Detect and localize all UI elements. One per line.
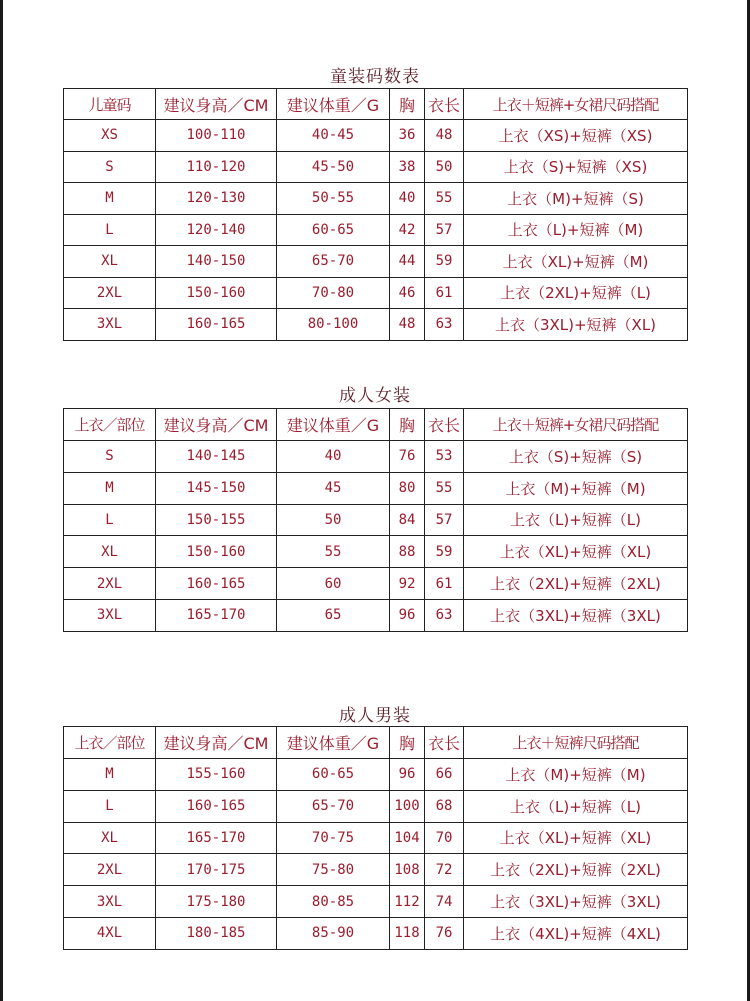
cell-length: 59 [425, 246, 464, 278]
cell-suggested-height: 175-180 [156, 886, 277, 918]
men-size-chart-title: 成人男装 [339, 706, 411, 726]
cell-suggested-weight: 60-65 [277, 214, 390, 246]
header-outfit-combo: 上衣＋短裤+女裙尺码搭配 [464, 409, 688, 441]
table-row [64, 214, 688, 246]
table-row [64, 246, 688, 278]
women-size-table [63, 408, 688, 632]
cell-outfit-combo: 上衣（M)+短裤（S) [464, 183, 688, 215]
cell-size-code: 2XL [64, 277, 156, 309]
cell-length: 63 [425, 599, 464, 631]
cell-size-code: L [64, 214, 156, 246]
cell-outfit-combo: 上衣（XS)+短裤（XS) [464, 120, 688, 152]
cell-chest: 92 [390, 568, 425, 600]
cell-suggested-weight: 85-90 [277, 917, 390, 949]
cell-chest: 40 [390, 183, 425, 215]
kids-size-table [63, 88, 688, 341]
cell-outfit-combo: 上衣（3XL)+短裤（XL) [464, 309, 688, 341]
cell-suggested-height: 120-130 [156, 183, 277, 215]
header-outfit-combo: 上衣＋短裤尺码搭配 [464, 727, 688, 759]
cell-chest: 48 [390, 309, 425, 341]
cell-outfit-combo: 上衣（XL)+短裤（XL) [464, 536, 688, 568]
cell-outfit-combo: 上衣（L)+短裤（M) [464, 214, 688, 246]
header-outfit-combo: 上衣＋短裤+女裙尺码搭配 [464, 89, 688, 120]
cell-length: 61 [425, 568, 464, 600]
header-chest: 胸 [390, 727, 425, 759]
cell-outfit-combo: 上衣（XL)+短裤（XL) [464, 822, 688, 854]
cell-chest: 44 [390, 246, 425, 278]
cell-suggested-weight: 40 [277, 441, 390, 473]
table-row [64, 854, 688, 886]
cell-chest: 96 [390, 759, 425, 791]
cell-outfit-combo: 上衣（S)+短裤（XS) [464, 151, 688, 183]
cell-outfit-combo: 上衣（XL)+短裤（M) [464, 246, 688, 278]
cell-length: 74 [425, 886, 464, 918]
cell-length: 76 [425, 917, 464, 949]
table-row [64, 277, 688, 309]
cell-suggested-weight: 50 [277, 504, 390, 536]
table-row [64, 599, 688, 631]
cell-length: 66 [425, 759, 464, 791]
cell-suggested-height: 140-145 [156, 441, 277, 473]
cell-size-code: 3XL [64, 886, 156, 918]
left-border [0, 0, 3, 1001]
cell-suggested-weight: 65 [277, 599, 390, 631]
cell-chest: 42 [390, 214, 425, 246]
cell-outfit-combo: 上衣（L)+短裤（L) [464, 790, 688, 822]
cell-size-code: S [64, 441, 156, 473]
table-row [64, 536, 688, 568]
cell-suggested-height: 165-170 [156, 599, 277, 631]
header-size-code: 儿童码 [64, 89, 156, 120]
cell-outfit-combo: 上衣（2XL)+短裤（2XL) [464, 568, 688, 600]
cell-outfit-combo: 上衣（M)+短裤（M) [464, 472, 688, 504]
cell-size-code: 3XL [64, 599, 156, 631]
cell-size-code: S [64, 151, 156, 183]
cell-suggested-weight: 70-75 [277, 822, 390, 854]
cell-outfit-combo: 上衣（S)+短裤（S) [464, 441, 688, 473]
cell-length: 61 [425, 277, 464, 309]
cell-suggested-weight: 45 [277, 472, 390, 504]
cell-size-code: XL [64, 246, 156, 278]
cell-length: 57 [425, 504, 464, 536]
cell-length: 50 [425, 151, 464, 183]
cell-suggested-height: 110-120 [156, 151, 277, 183]
cell-suggested-height: 160-165 [156, 309, 277, 341]
women-size-chart-title: 成人女装 [339, 386, 411, 406]
table-row [64, 790, 688, 822]
cell-suggested-weight: 60-65 [277, 759, 390, 791]
header-suggested-weight: 建议体重／G [277, 89, 390, 120]
header-size-code: 上衣／部位 [64, 727, 156, 759]
cell-suggested-weight: 45-50 [277, 151, 390, 183]
table-row [64, 183, 688, 215]
cell-size-code: M [64, 759, 156, 791]
cell-chest: 36 [390, 120, 425, 152]
cell-length: 55 [425, 472, 464, 504]
cell-size-code: L [64, 790, 156, 822]
cell-size-code: L [64, 504, 156, 536]
cell-size-code: XL [64, 822, 156, 854]
cell-length: 53 [425, 441, 464, 473]
cell-size-code: 2XL [64, 854, 156, 886]
table-row [64, 504, 688, 536]
table-row [64, 441, 688, 473]
cell-length: 48 [425, 120, 464, 152]
cell-suggested-height: 150-155 [156, 504, 277, 536]
table-row [64, 822, 688, 854]
cell-chest: 80 [390, 472, 425, 504]
table-row [64, 917, 688, 949]
table-row [64, 472, 688, 504]
cell-length: 68 [425, 790, 464, 822]
cell-suggested-height: 100-110 [156, 120, 277, 152]
table-row [64, 151, 688, 183]
cell-suggested-height: 180-185 [156, 917, 277, 949]
cell-suggested-height: 150-160 [156, 536, 277, 568]
cell-suggested-weight: 70-80 [277, 277, 390, 309]
table-row [64, 886, 688, 918]
men-size-table [63, 726, 688, 950]
cell-size-code: 3XL [64, 309, 156, 341]
cell-chest: 76 [390, 441, 425, 473]
cell-outfit-combo: 上衣（L)+短裤（L) [464, 504, 688, 536]
header-suggested-height: 建议身高／CM [156, 727, 277, 759]
cell-suggested-weight: 80-100 [277, 309, 390, 341]
cell-suggested-height: 170-175 [156, 854, 277, 886]
table-row [64, 568, 688, 600]
header-row [64, 727, 688, 759]
cell-suggested-weight: 40-45 [277, 120, 390, 152]
cell-chest: 118 [390, 917, 425, 949]
header-length: 衣长 [425, 727, 464, 759]
cell-suggested-weight: 75-80 [277, 854, 390, 886]
cell-length: 72 [425, 854, 464, 886]
table-row [64, 120, 688, 152]
cell-length: 59 [425, 536, 464, 568]
cell-length: 63 [425, 309, 464, 341]
header-suggested-height: 建议身高／CM [156, 89, 277, 120]
cell-suggested-weight: 65-70 [277, 246, 390, 278]
table-row [64, 759, 688, 791]
cell-chest: 96 [390, 599, 425, 631]
cell-suggested-height: 140-150 [156, 246, 277, 278]
cell-chest: 104 [390, 822, 425, 854]
cell-size-code: XS [64, 120, 156, 152]
table-row [64, 309, 688, 341]
header-size-code: 上衣／部位 [64, 409, 156, 441]
cell-outfit-combo: 上衣（2XL)+短裤（L) [464, 277, 688, 309]
header-chest: 胸 [390, 409, 425, 441]
cell-suggested-weight: 50-55 [277, 183, 390, 215]
cell-chest: 38 [390, 151, 425, 183]
cell-suggested-height: 145-150 [156, 472, 277, 504]
cell-length: 57 [425, 214, 464, 246]
cell-size-code: M [64, 183, 156, 215]
header-chest: 胸 [390, 89, 425, 120]
cell-suggested-weight: 80-85 [277, 886, 390, 918]
cell-outfit-combo: 上衣（3XL)+短裤（3XL) [464, 599, 688, 631]
cell-size-code: 2XL [64, 568, 156, 600]
header-length: 衣长 [425, 89, 464, 120]
cell-outfit-combo: 上衣（2XL)+短裤（2XL) [464, 854, 688, 886]
header-row [64, 89, 688, 120]
cell-suggested-weight: 60 [277, 568, 390, 600]
cell-suggested-height: 160-165 [156, 790, 277, 822]
header-suggested-weight: 建议体重／G [277, 409, 390, 441]
header-suggested-weight: 建议体重／G [277, 727, 390, 759]
cell-outfit-combo: 上衣（M)+短裤（M) [464, 759, 688, 791]
cell-suggested-height: 165-170 [156, 822, 277, 854]
cell-suggested-weight: 55 [277, 536, 390, 568]
cell-chest: 46 [390, 277, 425, 309]
cell-chest: 108 [390, 854, 425, 886]
cell-length: 70 [425, 822, 464, 854]
cell-outfit-combo: 上衣（4XL)+短裤（4XL) [464, 917, 688, 949]
cell-suggested-height: 160-165 [156, 568, 277, 600]
cell-chest: 84 [390, 504, 425, 536]
header-length: 衣长 [425, 409, 464, 441]
cell-suggested-height: 120-140 [156, 214, 277, 246]
header-row [64, 409, 688, 441]
cell-outfit-combo: 上衣（3XL)+短裤（3XL) [464, 886, 688, 918]
kids-size-chart-title: 童装码数表 [330, 67, 420, 87]
cell-length: 55 [425, 183, 464, 215]
cell-suggested-height: 150-160 [156, 277, 277, 309]
cell-size-code: XL [64, 536, 156, 568]
cell-size-code: 4XL [64, 917, 156, 949]
cell-chest: 88 [390, 536, 425, 568]
cell-chest: 112 [390, 886, 425, 918]
header-suggested-height: 建议身高／CM [156, 409, 277, 441]
cell-suggested-height: 155-160 [156, 759, 277, 791]
cell-chest: 100 [390, 790, 425, 822]
cell-suggested-weight: 65-70 [277, 790, 390, 822]
cell-size-code: M [64, 472, 156, 504]
